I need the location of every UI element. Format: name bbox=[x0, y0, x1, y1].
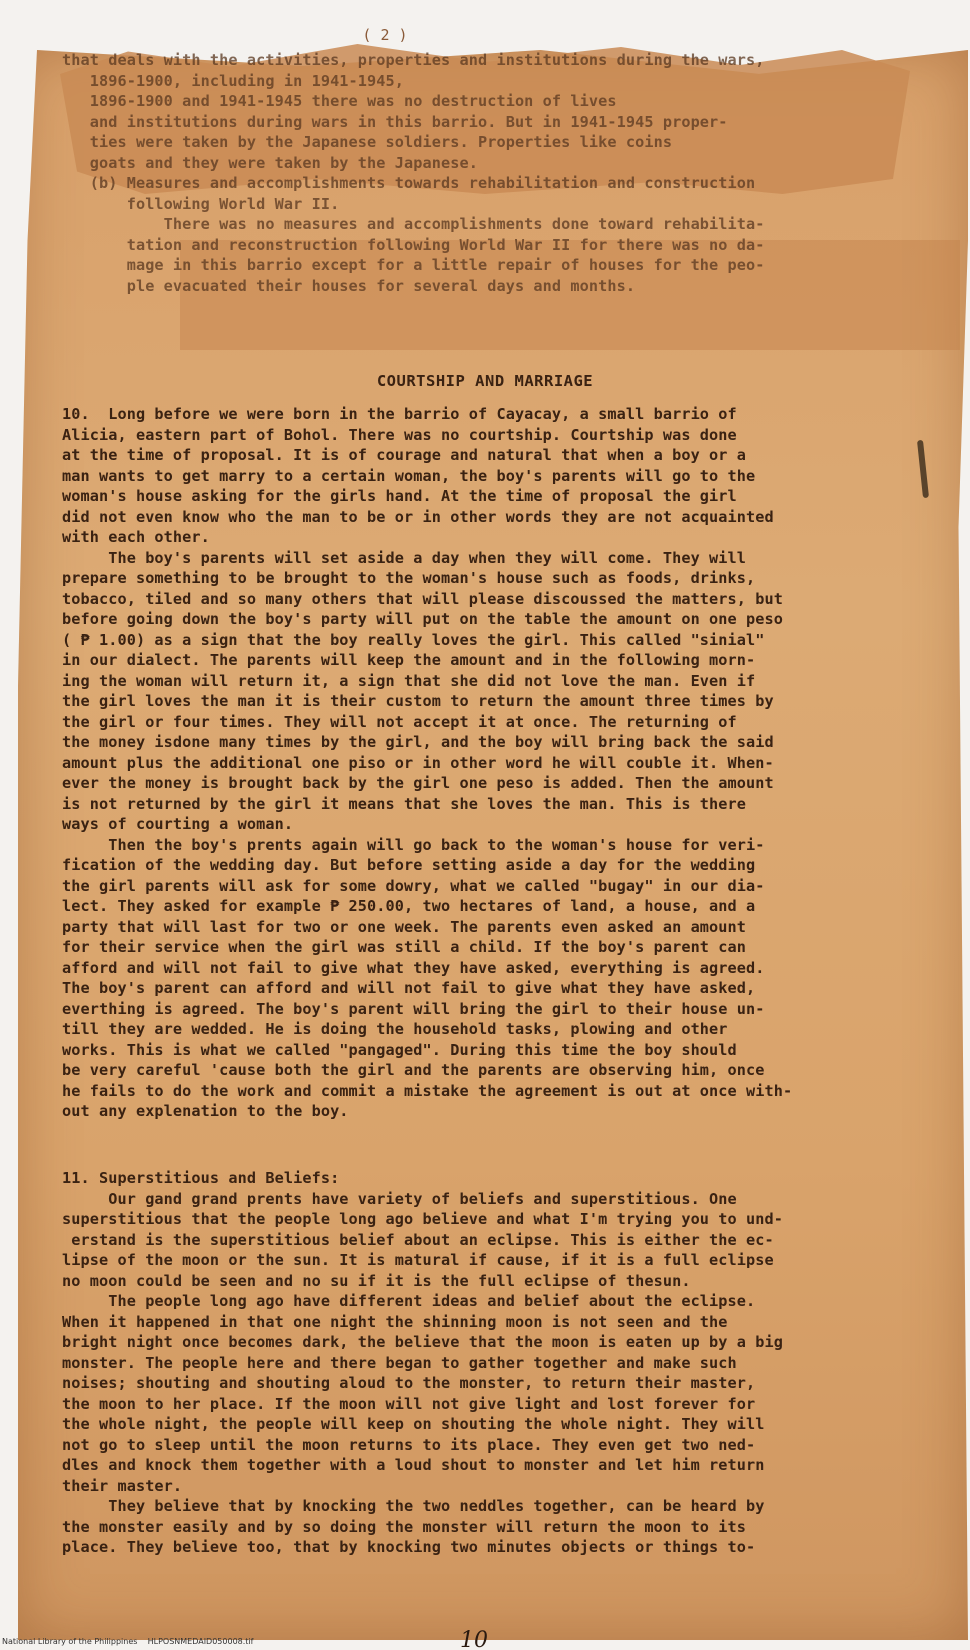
superstition-text-line: The people long ago have different ideas and belief about the eclipse. bbox=[62, 1292, 756, 1310]
courtship-text-line: man wants to get marry to a certain woman, the boy's parents will go to the bbox=[62, 466, 756, 485]
courtship-text-line: Then the boy's prents again will go back to the woman's house for veri- bbox=[62, 835, 765, 854]
superstition-text-line: their master. bbox=[62, 1476, 183, 1495]
superstition-text-line: not go to sleep until the moon returns to its place. They even get two ned- bbox=[62, 1435, 756, 1454]
courtship-text-line: Alicia, eastern part of Bohol. There was no courtship. Courtship was done bbox=[62, 425, 737, 444]
handwritten-mark: 10 bbox=[460, 1628, 488, 1650]
war-text-line: 1896-1900 and 1941-1945 there was no destruction of lives bbox=[62, 92, 617, 110]
courtship-text-line: the girl parents will ask for some dowry, what we called "bugay" in our dia- bbox=[62, 876, 765, 895]
courtship-text-line: prepare something to be brought to the woman's house such as foods, drinks, bbox=[62, 569, 756, 587]
courtship-text-line: ever the money is brought back by the girl one peso is added. Then the amount bbox=[62, 774, 774, 792]
courtship-text-line: at the time of proposal. It is of courage and natural that when a boy or a bbox=[62, 446, 747, 464]
courtship-text-line: the girl loves the man it is their custom to return the amount three times by bbox=[62, 692, 774, 710]
courtship-text-line: in our dialect. The parents will keep the amount and in the following morn- bbox=[62, 651, 756, 669]
superstition-text-line: noises; shouting and shouting aloud to the monster, to return their master, bbox=[62, 1374, 756, 1392]
courtship-text-line: out any explenation to the boy. bbox=[62, 1102, 349, 1120]
war-text-line: that deals with the activities, properties and institutions during the wars, bbox=[62, 51, 765, 69]
courtship-text-line: The boy's parents will set aside a day when they will come. They will bbox=[62, 548, 747, 567]
courtship-text-line: be very careful 'cause both the girl and the parents are observing him, once bbox=[62, 1061, 765, 1079]
war-text-line: ties were taken by the Japanese soldiers. Properties like coins bbox=[62, 133, 673, 151]
courtship-text-line: with each other. bbox=[62, 528, 210, 546]
superstition-text-line: erstand is the superstitious belief about an eclipse. This is either the ec- bbox=[62, 1230, 774, 1249]
war-text-line: goats and they were taken by the Japanese. bbox=[62, 153, 478, 172]
superstition-text-line: monster. The people here and there began to gather together and make such bbox=[62, 1353, 737, 1372]
war-text-line: mage in this barrio except for a little repair of houses for the peo- bbox=[62, 256, 765, 274]
war-text-line: There was no measures and accomplishments done toward rehabilita- bbox=[62, 215, 765, 233]
courtship-text bbox=[62, 404, 942, 1122]
courtship-text-line: for their service when the girl was still a child. If the boy's parent can bbox=[62, 938, 747, 956]
courtship-text-line: woman's house asking for the girls hand. At the time of proposal the girl bbox=[62, 487, 737, 505]
war-text-line: tation and reconstruction following World War II for there was no da- bbox=[62, 235, 765, 254]
war-text-line: and institutions during wars in this barrio. But in 1941-1945 proper- bbox=[62, 112, 728, 131]
archive-footer: National Library of the Philippines HLPOSNMEDAID050008.tif bbox=[2, 1637, 254, 1646]
courtship-text-line: everthing is agreed. The boy's parent will bring the girl to their house un- bbox=[62, 999, 765, 1018]
courtship-text-line: lect. They asked for example ₱ 250.00, two hectares of land, a house, and a bbox=[62, 897, 756, 915]
courtship-text-line: the girl or four times. They will not accept it at once. The returning of bbox=[62, 712, 737, 731]
courtship-text-line: ( ₱ 1.00) as a sign that the boy really loves the girl. This called "sinial" bbox=[62, 630, 765, 649]
superstition-text-line: the whole night, the people will keep on shouting the whole night. They will bbox=[62, 1415, 765, 1433]
courtship-text-line: tobacco, tiled and so many others that will please discoussed the matters, but bbox=[62, 589, 784, 608]
war-text-line: ple evacuated their houses for several days and months. bbox=[62, 276, 636, 295]
superstition-text-line: lipse of the moon or the sun. It is matural if cause, if it is a full eclipse bbox=[62, 1251, 774, 1269]
superstition-text-line: the moon to her place. If the moon will not give light and lost forever for bbox=[62, 1394, 756, 1413]
courtship-text-line: ing the woman will return it, a sign that she did not love the man. Even if bbox=[62, 671, 756, 690]
section-title: COURTSHIP AND MARRIAGE bbox=[376, 372, 594, 390]
war-text-line: following World War II. bbox=[62, 194, 340, 213]
page-number: ( 2 ) bbox=[362, 26, 408, 44]
superstition-text-line: bright night once becomes dark, the believe that the moon is eaten up by a big bbox=[62, 1333, 784, 1351]
war-text-line: (b) Measures and accomplishments towards rehabilitation and construction bbox=[62, 174, 756, 192]
superstition-text-line: superstitious that the people long ago believe and what I'm trying you to und- bbox=[62, 1210, 784, 1228]
courtship-text-line: afford and will not fail to give what they have asked, everything is agreed. bbox=[62, 958, 765, 977]
courtship-text-line: The boy's parent can afford and will not fail to give what they have asked, bbox=[62, 979, 756, 997]
superstition-text-line: dles and knock them together with a loud shout to monster and let him return bbox=[62, 1456, 765, 1474]
superstition-text-line: no moon could be seen and no su if it is the full eclipse of thesun. bbox=[62, 1271, 691, 1290]
superstition-text-line: 11. Superstitious and Beliefs: bbox=[62, 1169, 340, 1187]
courtship-text-line: fication of the wedding day. But before setting aside a day for the wedding bbox=[62, 856, 756, 874]
courtship-text-line: is not returned by the girl it means that she loves the man. This is there bbox=[62, 794, 747, 813]
courtship-text-line: 10. Long before we were born in the barrio of Cayacay, a small barrio of bbox=[62, 405, 737, 423]
war-text-line: 1896-1900, including in 1941-1945, bbox=[62, 71, 405, 90]
courtship-text-line: party that will last for two or one week. The parents even asked an amount bbox=[62, 917, 747, 936]
superstition-text-line: They believe that by knocking the two neddles together, can be heard by bbox=[62, 1497, 765, 1515]
courtship-text-line: the money isdone many times by the girl, and the boy will bring back the said bbox=[62, 733, 774, 751]
courtship-text-line: did not even know who the man to be or in other words they are not acquainted bbox=[62, 507, 774, 526]
superstition-text-line: the monster easily and by so doing the monster will return the moon to its bbox=[62, 1517, 747, 1536]
superstition-text-line: Our gand grand prents have variety of beliefs and superstitious. One bbox=[62, 1189, 737, 1208]
superstition-text-line: When it happened in that one night the shinning moon is not seen and the bbox=[62, 1312, 728, 1331]
superstition-text-line: place. They believe too, that by knocking two minutes objects or things to- bbox=[62, 1538, 756, 1556]
courtship-text-line: he fails to do the work and commit a mistake the agreement is out at once with- bbox=[62, 1081, 793, 1100]
courtship-text-line: ways of courting a woman. bbox=[62, 815, 294, 833]
courtship-text-line: till they are wedded. He is doing the household tasks, plowing and other bbox=[62, 1020, 728, 1038]
war-section-text bbox=[62, 50, 942, 296]
courtship-text-line: before going down the boy's party will put on the table the amount on one peso bbox=[62, 610, 784, 628]
superstitions-text bbox=[62, 1168, 942, 1558]
courtship-text-line: amount plus the additional one piso or in other word he will couble it. When- bbox=[62, 753, 774, 772]
courtship-text-line: works. This is what we called "pangaged". During this time the boy should bbox=[62, 1040, 737, 1059]
